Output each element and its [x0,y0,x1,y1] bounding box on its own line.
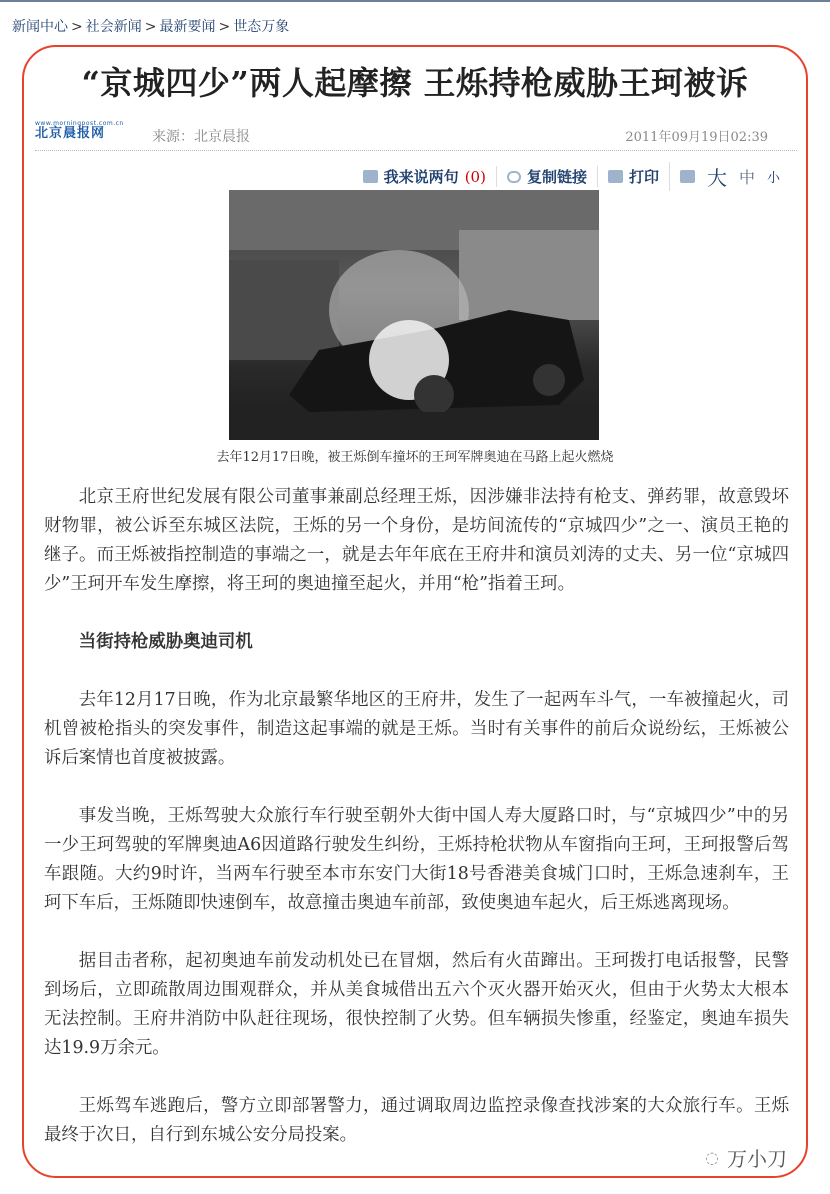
article-toolbar [353,162,790,191]
paragraph: 去年12月17日晚，作为北京最繁华地区的王府井，发生了一起两车斗气，一车被撞起火，司机曾被枪指头的突发事件，制造这起事端的就是王烁。当时有关事件的前后众说纷纭，王烁被公诉后案情也首度被披露。 [44,690,789,768]
breadcrumb-separator: > [144,19,157,35]
breadcrumb [12,16,289,36]
comment-icon [363,170,378,183]
paragraph: 王烁驾车逃跑后，警方立即部署警力，通过调取周边监控录像查找涉案的大众旅行车。王烁最终于次日，自行到东城公安分局投案。 [44,1096,789,1145]
breadcrumb-latest-news[interactable]: 最新要闻 [159,19,216,35]
photo-caption: 去年12月17日晚，被王烁倒车撞坏的王珂军牌奥迪在马路上起火燃烧 [216,450,614,465]
divider [35,150,797,151]
paragraph: 事发当晚，王烁驾驶大众旅行车行驶至朝外大街中国人寿大厦路口时，与“京城四少”中的另一少王珂驾驶的军牌奥迪A6因道路行驶发生纠纷，王烁持枪状物从车窗指向王珂，王珂报警后驾车跟随。大约9时许，当两车行驶至本市东安门大街18号香港美食城门口时，王烁急速刹车，王珂下车后，王烁随即快速倒车，故意撞击奥迪车前部，致使奥迪车起火，后王烁逃离现场。 [44,806,789,913]
top-border [0,0,830,2]
breadcrumb-social-news[interactable]: 社会新闻 [85,19,142,35]
article-title: “京城四少”两人起摩擦 王烁持枪威胁王珂被诉 [81,64,749,102]
print-button[interactable] [597,166,669,187]
wechat-icon: ◌ [705,1148,719,1167]
font-size-controls [669,162,790,191]
comment-count: (0) [464,167,486,186]
comment-button[interactable] [353,166,496,187]
watermark-text: 万小刀 [726,1147,787,1171]
font-small-button[interactable]: 小 [766,171,780,186]
article-body [44,483,789,1179]
paragraph: 据目击者称，起初奥迪车前发动机处已在冒烟，然后有火苗蹿出。王珂拨打电话报警，民警到场后，立即疏散周边围观群众，并从美食城借出五六个灭火器开始灭火，但由于火势太大根本无法控制。王府井消防中队赶往现场，很快控制了火势。但车辆损失惨重，经鉴定，奥迪车损失达19.9万余元。 [44,951,789,1058]
watermark [705,1143,787,1172]
source-logo [35,120,139,140]
link-icon [507,171,521,183]
copy-link-label: 复制链接 [526,168,587,186]
font-icon [680,170,695,183]
breadcrumb-world[interactable]: 世态万象 [233,19,290,35]
article-source: 来源：北京晨报 [152,129,250,145]
printer-icon [608,170,623,183]
print-label: 打印 [628,168,659,186]
paragraph: 北京王府世纪发展有限公司董事兼副总经理王烁，因涉嫌非法持有枪支、弹药罪，故意毁坏财物罪，被公诉至东城区法院，王烁的另一个身份，是坊间流传的“京城四少”之一、演员王艳的继子。而王烁被指控制造的事端之一，就是去年年底在王府井和演员刘涛的丈夫、另一位“京城四少”王珂开车发生摩擦，将王珂的奥迪撞至起火，并用“枪”指着王珂。 [44,487,789,594]
font-large-button[interactable]: 大 [706,166,727,190]
logo-url: www.morningpost.com.cn [35,120,124,127]
breadcrumb-separator: > [218,19,231,35]
comment-label: 我来说两句 [383,168,459,186]
article-date: 2011年09月19日02:39 [625,130,768,145]
burning-car-image [229,190,599,440]
font-medium-button[interactable]: 中 [738,168,755,187]
logo-name: 北京晨报网 [35,126,106,141]
news-photo [229,190,599,440]
section-heading: 当街持枪威胁奥迪司机 [78,632,253,652]
breadcrumb-separator: > [71,19,83,35]
breadcrumb-news-center[interactable]: 新闻中心 [12,19,68,35]
copy-link-button[interactable] [496,166,597,187]
